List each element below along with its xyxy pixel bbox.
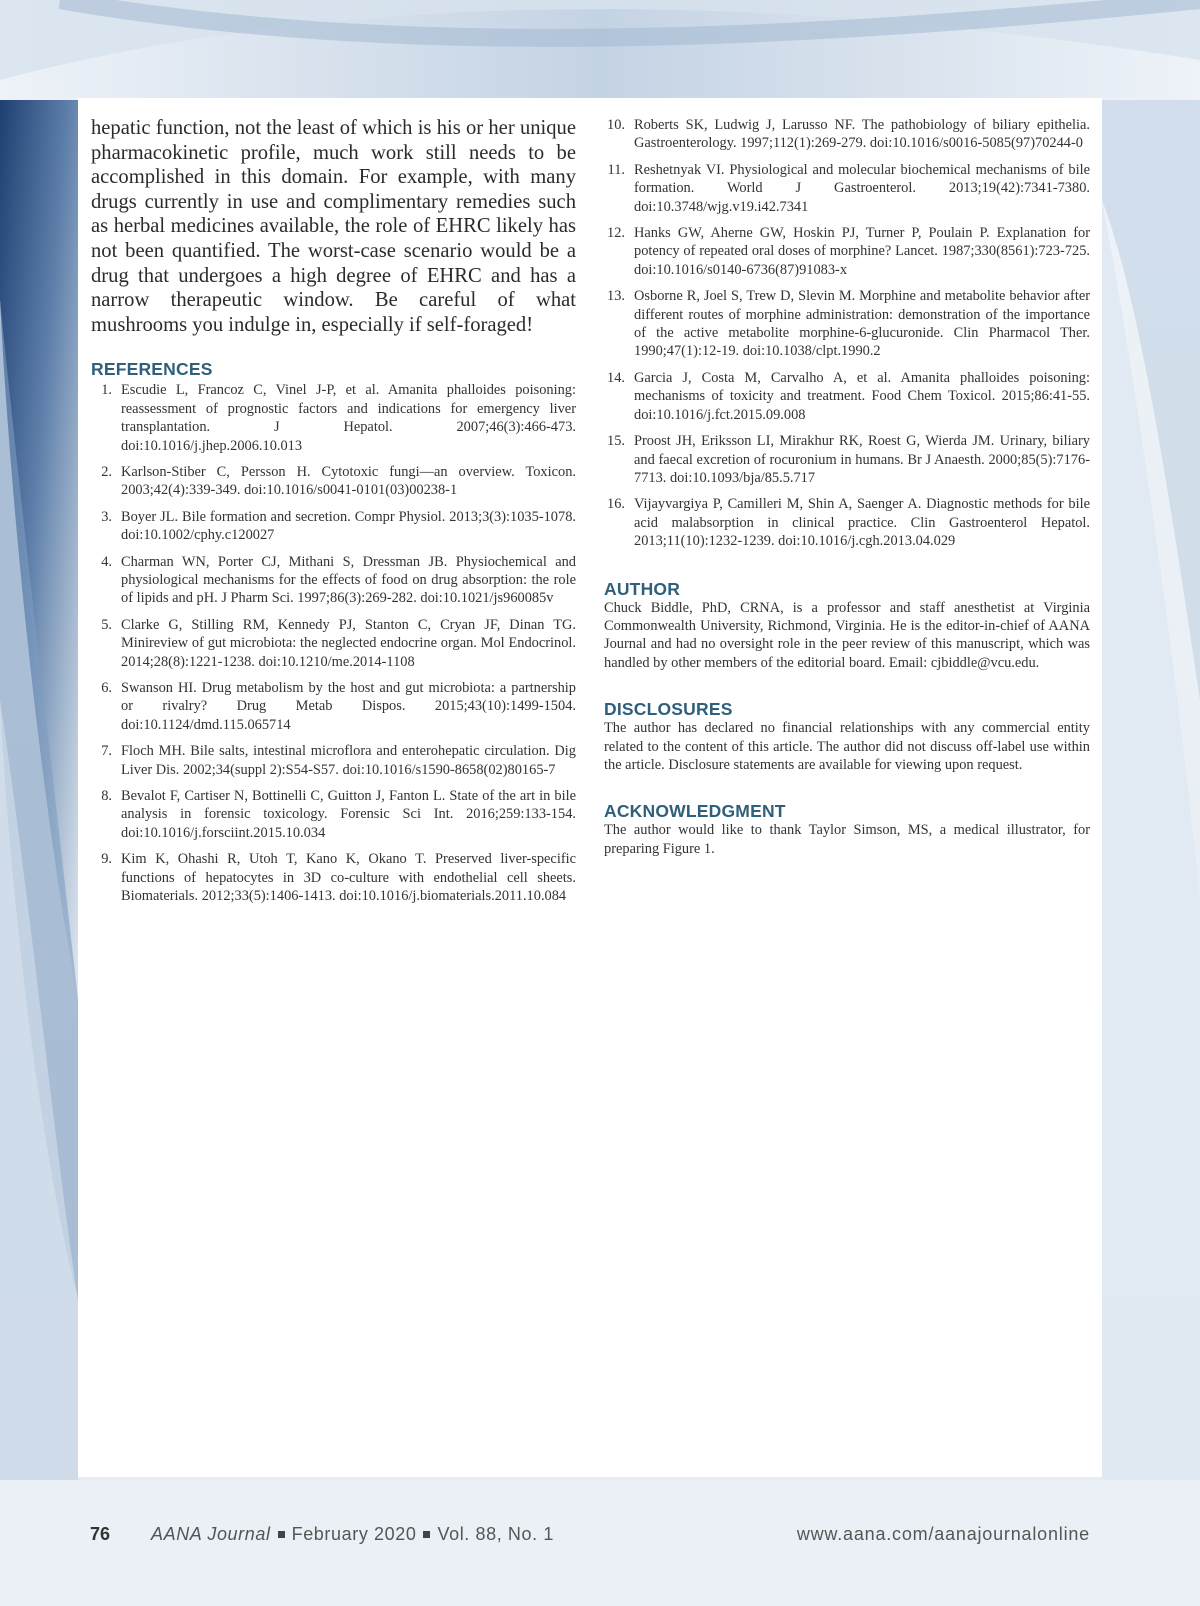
references-heading: REFERENCES [91,359,213,380]
reference-number: 6. [101,680,112,697]
reference-number: 1. [101,382,112,399]
reference-number: 12. [607,225,625,242]
reference-item [91,850,576,905]
reference-number: 4. [101,553,112,570]
volume-issue: Vol. 88, No. 1 [437,1524,554,1544]
separator-square-icon [278,1531,285,1538]
reference-number: 9. [101,851,112,868]
left-column [91,116,576,906]
reference-number: 2. [101,463,112,480]
acknowledgment-paragraph: The author would like to thank Taylor Simson, MS, a medical illustrator, for preparing Figure 1. [604,822,1090,857]
reference-text: Reshetnyak VI. Physiological and molecular biochemical mechanisms of bile formation. World J Gastroenterol. 2013;19(42):7341-7380. doi:10.3748/wjg.v19.i42.7341 [634,161,1090,215]
reference-list-left [91,381,576,905]
page-sheet [78,98,1102,1477]
author-paragraph: Chuck Biddle, PhD, CRNA, is a professor and staff anesthetist at Virginia Commonwealth University, Richmond, Virginia. He is the editor-in-chief of AANA Journal and had no oversight role in the peer review of this manuscript, which was handled by other members of the editorial board. Email: cjbiddle@vcu.edu. [604,599,1090,671]
reference-text: Vijayvargiya P, Camilleri M, Shin A, Saenger A. Diagnostic methods for bile acid malabsorption in clinical practice. Clin Gastroenterol Hepatol. 2013;11(10):1232-1239. doi:10.1016/j.cgh.2013.04.029 [634,496,1090,550]
acknowledgment-heading: ACKNOWLEDGMENT [604,801,786,822]
right-column [604,116,1090,858]
reference-number: 8. [101,788,112,805]
reference-text: Osborne R, Joel S, Trew D, Slevin M. Morphine and metabolite behavior after different routes of morphine administration: demonstration of the importance of the active metabolite morphine-6-glucuronide. Clin Pharmacol Ther. 1990;47(1):12-19. doi:10.1038/clpt.1990.2 [634,288,1090,360]
page-footer [0,1524,1200,1554]
journal-citation [151,1524,554,1545]
reference-item [604,224,1090,279]
reference-number: 15. [607,433,625,450]
reference-number: 13. [607,288,625,305]
reference-item [91,381,576,455]
reference-item [604,287,1090,361]
issue-date: February 2020 [291,1524,417,1544]
journal-url[interactable]: www.aana.com/aanajournalonline [796,1524,1090,1544]
reference-number: 11. [607,161,625,178]
disclosures-paragraph: The author has declared no financial relationships with any commercial entity related to the content of this article. The author did not discuss off-label use within the article. Disclosure statements are available for viewing upon request. [604,720,1090,773]
reference-item [91,553,576,608]
reference-text: Proost JH, Eriksson LI, Mirakhur RK, Roest G, Wierda JM. Urinary, biliary and faecal excretion of rocuronium in humans. Br J Anaesth. 2000;85(5):7176-7713. doi:10.1093/bja/85.5.717 [634,433,1090,486]
reference-text: Floch MH. Bile salts, intestinal microflora and enterohepatic circulation. Dig Liver Dis. 2002;34(suppl 2):S54-S57. doi:10.1016/s1590-8658(02)80165-7 [121,743,576,778]
reference-text: Swanson HI. Drug metabolism by the host and gut microbiota: a partnership or rivalry? Drug Metab Dispos. 2015;43(10):1499-1504. doi:10.1124/dmd.115.065714 [121,680,576,733]
reference-item [604,369,1090,424]
reference-text: Charman WN, Porter CJ, Mithani S, Dressman JB. Physiochemical and physiological mechanisms for the effects of food on drug absorption: the role of lipids and pH. J Pharm Sci. 1997;86(3):269-282. doi:10.1021/js960085v [121,553,576,607]
reference-text: Garcia J, Costa M, Carvalho A, et al. Amanita phalloides poisoning: mechanisms of toxicity and treatment. Food Chem Toxicol. 2015;86:41-55. doi:10.1016/j.fct.2015.09.008 [634,369,1090,423]
reference-item [91,463,576,500]
page-number: 76 [90,1524,111,1544]
separator-square-icon [423,1531,430,1538]
reference-text: Karlson-Stiber C, Persson H. Cytotoxic fungi—an overview. Toxicon. 2003;42(4):339-349. doi:10.1016/s0041-0101(03)00238-1 [121,463,576,499]
reference-number: 10. [607,117,625,133]
reference-item [91,508,576,545]
reference-text: Bevalot F, Cartiser N, Bottinelli C, Guitton J, Fanton L. State of the art in bile analysis in forensic toxicology. Forensic Sci Int. 2016;259:133-154. doi:10.1016/j.forsciint.2015.10.034 [121,788,576,841]
reference-item [91,616,576,671]
reference-list-right [604,116,1090,551]
intro-paragraph: hepatic function, not the least of which is his or her unique pharmacokinetic profile, much work still needs to be accomplished in this domain. For example, with many drugs currently in use and complimentary remedies such as herbal medicines available, the role of EHRC likely has not been quantified. The worst-case scenario would be a drug that undergoes a high degree of EHRC and has a narrow therapeutic window. Be careful of what mushrooms you indulge in, especially if self-foraged! [91,117,576,336]
reference-item [91,787,576,842]
journal-name: AANA Journal [151,1524,271,1544]
reference-text: Kim K, Ohashi R, Utoh T, Kano K, Okano T. Preserved liver-specific functions of hepatocytes in 3D co-culture with endothelial cell sheets. Biomaterials. 2012;33(5):1406-1413. doi:10.1016/j.biomaterials.2011.10.084 [121,851,576,905]
reference-text: Boyer JL. Bile formation and secretion. Compr Physiol. 2013;3(3):1035-1078. doi:10.1002/cphy.c120027 [121,508,576,544]
reference-number: 7. [101,743,112,760]
author-heading: AUTHOR [604,578,681,599]
reference-text: Hanks GW, Aherne GW, Hoskin PJ, Turner P, Poulain P. Explanation for potency of repeated oral doses of morphine? Lancet. 1987;330(8561):723-725. doi:10.1016/s0140-6736(87)91083-x [634,225,1090,278]
reference-item [604,432,1090,487]
reference-item [604,495,1090,550]
reference-item [91,742,576,779]
reference-text: Roberts SK, Ludwig J, Larusso NF. The pathobiology of biliary epithelia. Gastroenterology. 1997;112(1):269-279. doi:10.1016/s0016-5085(97)70244-0 [634,117,1090,152]
disclosures-heading: DISCLOSURES [604,699,733,720]
reference-number: 14. [607,369,625,386]
reference-number: 5. [101,616,112,633]
reference-item [604,161,1090,216]
reference-text: Clarke G, Stilling RM, Kennedy PJ, Stanton C, Cryan JF, Dinan TG. Minireview of gut microbiota: the neglected endocrine organ. Mol Endocrinol. 2014;28(8):1221-1238. doi:10.1210/me.2014-1108 [121,616,576,670]
reference-item [604,116,1090,153]
reference-number: 3. [101,508,112,525]
reference-item [91,679,576,734]
reference-text: Escudie L, Francoz C, Vinel J-P, et al. Amanita phalloides poisoning: reassessment of prognostic factors and indications for emergency liver transplantation. J Hepatol. 2007;46(3):466-473. doi:10.1016/j.jhep.2006.10.013 [121,382,576,454]
reference-number: 16. [607,496,625,513]
